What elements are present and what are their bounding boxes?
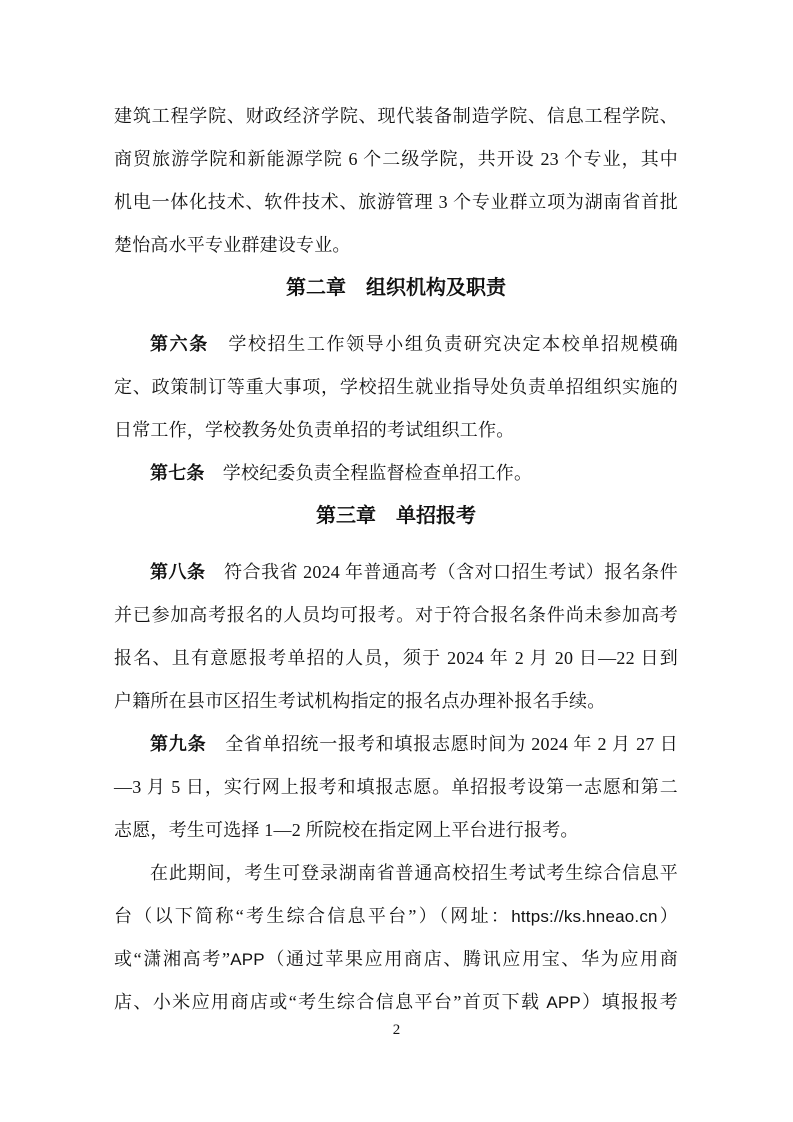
url-text: https://ks.hneao.cn [511, 907, 658, 926]
text-line [114, 452, 678, 495]
paragraph [114, 852, 678, 1024]
text-segment: 户籍所在县市区招生考试机构指定的报名点办理补报名手续。 [114, 691, 606, 711]
text-segment: （通过苹果应用商店、腾讯应用宝、华为应用商 [264, 949, 678, 969]
text-segment: 在此期间，考生可登录湖南省普通高校招生考试考生综合信息平 [150, 863, 678, 883]
page-number: 2 [392, 1022, 401, 1038]
text-segment: ） [657, 906, 678, 926]
text-line [114, 766, 678, 809]
text-line [114, 895, 678, 938]
text-segment: 并已参加高考报名的人员均可报考。对于符合报名条件尚未参加高考 [114, 605, 678, 625]
text-segment: 志愿，考生可选择 1—2 所院校在指定网上平台进行报考。 [114, 820, 579, 840]
text-segment: 报名、且有意愿报考单招的人员，须于 2024 年 2 月 20 日—22 日到 [114, 648, 678, 668]
text-line [114, 680, 678, 723]
text-segment: 机电一体化技术、软件技术、旅游管理 3 个专业群立项为湖南省首批 [114, 192, 678, 212]
text-segment: 全省单招统一报考和填报志愿时间为 2024 年 2 月 27 日 [206, 734, 678, 754]
text-segment: 台（以下简称“考生综合信息平台”）（网址： [114, 906, 512, 926]
text-segment: ）填报报考 [580, 992, 679, 1012]
article-number: 第八条 [150, 562, 206, 582]
text-line [114, 551, 678, 594]
text-segment: 定、政策制订等重大事项，学校招生就业指导处负责单招组织实施的 [114, 377, 678, 397]
text-segment: 楚怡高水平专业群建设专业。 [114, 235, 351, 255]
text-line [114, 224, 678, 267]
text-line [114, 138, 678, 181]
text-segment: —3 月 5 日，实行网上报考和填报志愿。单招报考设第一志愿和第二 [114, 777, 678, 797]
text-line [114, 852, 678, 895]
paragraph [114, 551, 678, 723]
text-line [114, 366, 678, 409]
text-line [114, 938, 678, 981]
text-segment: 学校纪委负责全程监督检查单招工作。 [204, 463, 533, 483]
app-label: APP [546, 993, 581, 1012]
section-heading: 第三章 单招报考 [316, 505, 476, 527]
text-segment: 或“潇湘高考” [114, 949, 231, 969]
text-line [114, 409, 678, 452]
app-label: APP [230, 950, 265, 969]
article-number: 第六条 [150, 334, 209, 354]
text-line [114, 95, 678, 138]
text-line [114, 323, 678, 366]
text-segment: 商贸旅游学院和新能源学院 6 个二级学院，共开设 23 个专业，其中 [114, 149, 678, 169]
paragraph [114, 452, 678, 495]
article-number: 第九条 [150, 734, 207, 754]
section-heading: 第二章 组织机构及职责 [286, 277, 506, 299]
article-number: 第七条 [150, 463, 205, 483]
paragraph [114, 95, 678, 267]
text-segment: 建筑工程学院、财政经济学院、现代装备制造学院、信息工程学院、 [114, 106, 678, 126]
text-line [114, 594, 678, 637]
text-segment: 店、小米应用商店或“考生综合信息平台”首页下载 [114, 992, 547, 1012]
text-line [114, 637, 678, 680]
paragraph [114, 723, 678, 852]
text-line [114, 723, 678, 766]
text-segment: 学校招生工作领导小组负责研究决定本校单招规模确 [208, 334, 678, 354]
text-line [114, 181, 678, 224]
document-body [114, 95, 678, 1024]
text-segment: 符合我省 2024 年普通高考（含对口招生考试）报名条件 [205, 562, 678, 582]
text-line [114, 809, 678, 852]
paragraph [114, 323, 678, 452]
text-segment: 日常工作，学校教务处负责单招的考试组织工作。 [114, 420, 515, 440]
text-line [114, 981, 678, 1024]
